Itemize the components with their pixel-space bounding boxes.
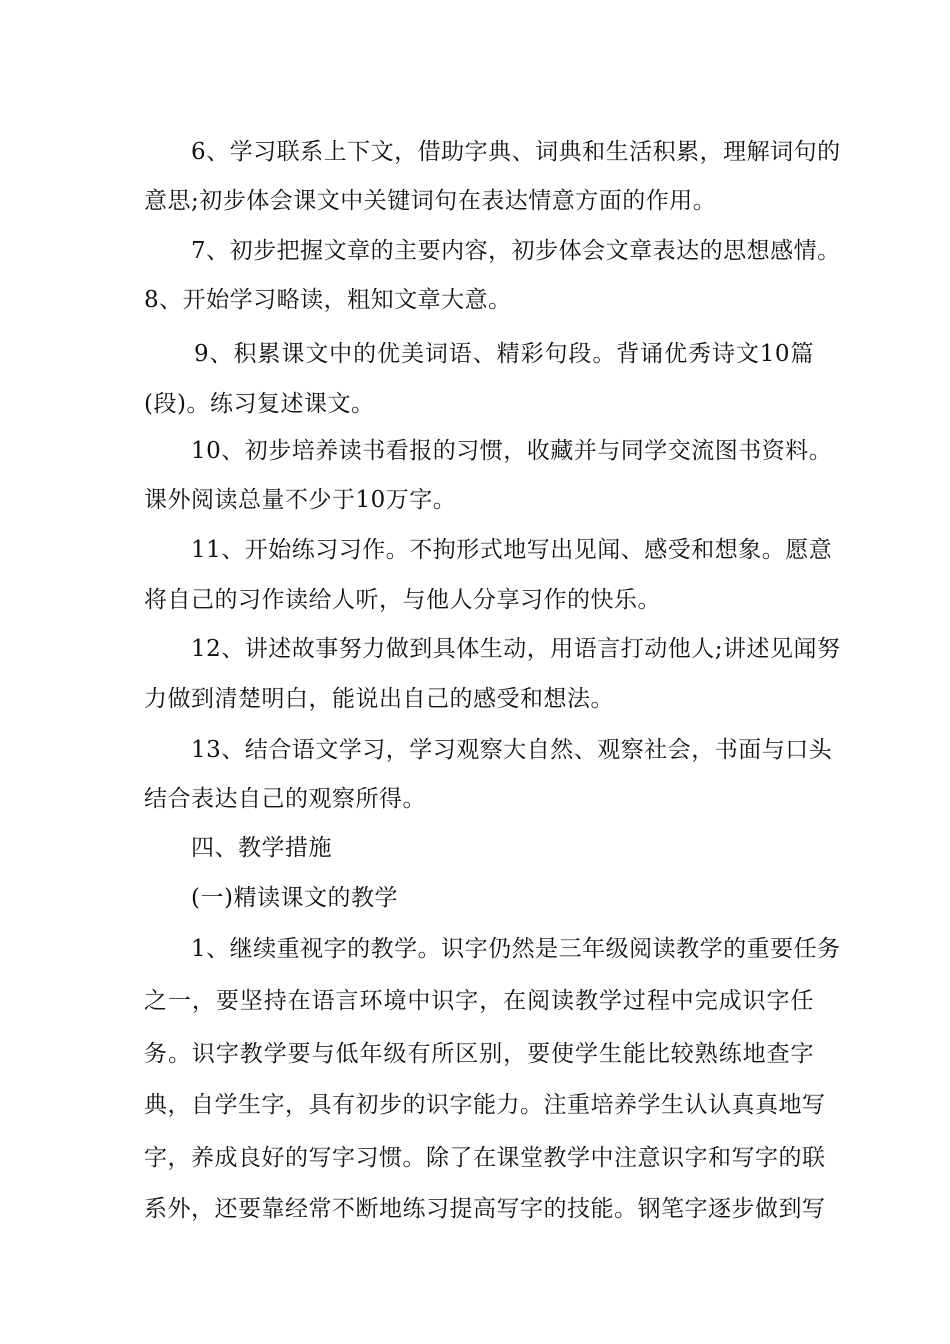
paragraph-line: 10、初步培养读书看报的习惯，收藏并与同学交流图书资料。 xyxy=(191,438,833,464)
paragraph-line: 意思;初步体会课文中关键词句在表达情意方面的作用。 xyxy=(144,188,717,214)
paragraph-line: 6、学习联系上下文，借助字典、词典和生活积累，理解词句的 xyxy=(191,139,841,165)
paragraph-line: 9、积累课文中的优美词语、精彩句段。背诵优秀诗文10篇 xyxy=(194,341,814,367)
paragraph-line: 7、初步把握文章的主要内容，初步体会文章表达的思想感情。 xyxy=(191,238,841,264)
paragraph-line: 结合表达自己的观察所得。 xyxy=(144,786,426,812)
paragraph-line: 8、开始学习略读，粗知文章大意。 xyxy=(144,287,512,313)
paragraph-line: 11、开始练习习作。不拘形式地写出见闻、感受和想象。愿意 xyxy=(191,537,833,563)
paragraph-line: 12、讲述故事努力做到具体生动，用语言打动他人;讲述见闻努 xyxy=(191,636,841,662)
paragraph-line: 系外，还要靠经常不断地练习提高写字的技能。钢笔字逐步做到写 xyxy=(144,1196,826,1222)
section-heading: 四、教学措施 xyxy=(191,835,332,861)
paragraph-line: 之一，要坚持在语言环境中识字，在阅读教学过程中完成识字任 xyxy=(144,988,814,1014)
paragraph-line: 课外阅读总量不少于10万字。 xyxy=(144,487,457,513)
paragraph-line: (段)。练习复述课文。 xyxy=(144,391,375,417)
paragraph-line: 典，自学生字，具有初步的识字能力。注重培养学生认认真真地写 xyxy=(144,1092,826,1118)
paragraph-line: 字，养成良好的写字习惯。除了在课堂教学中注意识字和写字的联 xyxy=(144,1145,826,1171)
paragraph-line: 力做到清楚明白，能说出自己的感受和想法。 xyxy=(144,686,614,712)
subsection-heading: (一)精读课文的教学 xyxy=(191,885,398,911)
paragraph-line: 1、继续重视字的教学。识字仍然是三年级阅读教学的重要任务 xyxy=(191,936,841,962)
paragraph-line: 13、结合语文学习，学习观察大自然、观察社会，书面与口头 xyxy=(191,737,833,763)
paragraph-line: 务。识字教学要与低年级有所区别，要使学生能比较熟练地查字 xyxy=(144,1041,814,1067)
paragraph-line: 将自己的习作读给人听，与他人分享习作的快乐。 xyxy=(144,587,661,613)
